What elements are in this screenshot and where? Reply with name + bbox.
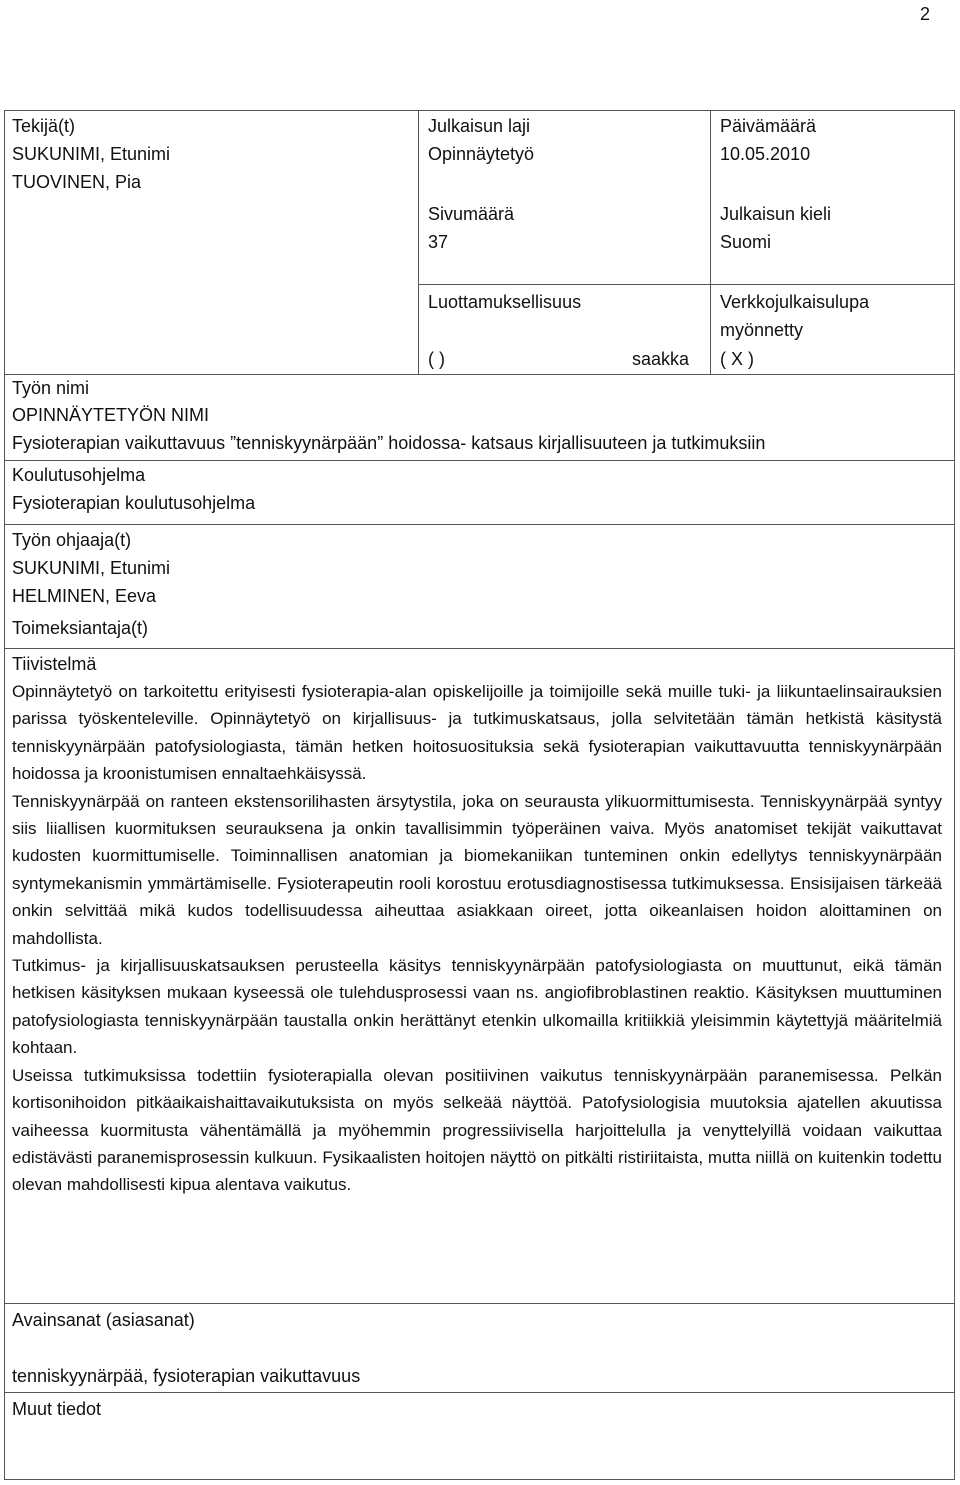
language-label: Julkaisun kieli <box>720 204 832 224</box>
row-divider-header <box>418 284 955 285</box>
abstract-paragraph: Tutkimus- ja kirjallisuuskatsauksen perusteella käsitys tenniskyynärpään patofysiologiasta on muuttunut, eikä tämän hetkisen käsityksen mukaan kyseessä ole tulehdusprosessi vaan ns. angiofibroblastinen reaktio. Käsityksen muuttuminen patofysiologiasta tenniskyynärpään taustalla onkin herättänyt etenkin ulkomailla kritiikkiä yleisimmin käytettyjä määritelmiä kohtaan. <box>12 956 942 1058</box>
commissioner-label: Toimeksiantaja(t) <box>12 618 149 638</box>
confidentiality-checkbox: ( ) <box>428 349 445 369</box>
publication-type-value: Opinnäytetyö <box>428 144 535 164</box>
work-name-value: Fysioterapian vaikuttavuus ”tenniskyynärpään” hoidossa- katsaus kirjallisuuteen ja tutkimuksiin <box>12 433 766 453</box>
column-divider-1 <box>418 110 419 374</box>
keywords-label: Avainsanat (asiasanat) <box>12 1310 195 1330</box>
row-divider-supervisor <box>4 524 955 525</box>
publication-type-label: Julkaisun laji <box>428 116 531 136</box>
web-permission-label-2: myönnetty <box>720 320 804 340</box>
column-divider-2 <box>710 110 711 374</box>
programme-value: Fysioterapian koulutusohjelma <box>12 493 256 513</box>
row-divider-other-info <box>4 1392 955 1393</box>
abstract-text <box>12 678 942 1199</box>
abstract-label: Tiivistelmä <box>12 654 97 674</box>
date-value: 10.05.2010 <box>720 144 811 164</box>
programme-label: Koulutusohjelma <box>12 465 146 485</box>
author-label: Tekijä(t) <box>12 116 76 136</box>
row-divider-abstract <box>4 648 955 649</box>
other-info-label: Muut tiedot <box>12 1399 102 1419</box>
row-divider-keywords <box>4 1303 955 1304</box>
date-label: Päivämäärä <box>720 116 817 136</box>
author-format: SUKUNIMI, Etunimi <box>12 144 171 164</box>
supervisor-value: HELMINEN, Eeva <box>12 586 157 606</box>
page-count-value: 37 <box>428 232 449 252</box>
supervisor-format: SUKUNIMI, Etunimi <box>12 558 171 578</box>
row-divider-work-name <box>4 374 955 375</box>
work-name-caps: OPINNÄYTETYÖN NIMI <box>12 405 210 425</box>
supervisor-label: Työn ohjaaja(t) <box>12 530 132 550</box>
page-number: 2 <box>920 4 931 24</box>
abstract-paragraph: Useissa tutkimuksissa todettiin fysioterapialla olevan positiivinen vaikutus tenniskyynärpään paranemisessa. Pelkän kortisonihoidon pitkäaikaishaittavaikutuksista on myös selkeää näyttöä. Patofysiologisia muutoksia ajatellen akuutissa vaiheessa kuormitusta vähentämällä ja myöhemmin progressiivisella harjoittelulla ja venyttelyillä voidaan vaikuttaa edistävästi paranemisprosessin kulkuun. Fysikaalisten hoitojen näyttö on pitkälti ristiriitaista, mutta niillä on kuitenkin todettu olevan mahdollisesti kipua alentava vaikutus. <box>12 1065 942 1195</box>
confidentiality-label: Luottamuksellisuus <box>428 292 582 312</box>
row-divider-programme <box>4 460 955 461</box>
web-permission-label: Verkkojulkaisulupa <box>720 292 870 312</box>
keywords-value: tenniskyynärpää, fysioterapian vaikuttavuus <box>12 1366 361 1386</box>
abstract-paragraph: Tenniskyynärpää on ranteen ekstensorilihasten ärsytystila, joka on seurausta ylikuormittumisesta. Tenniskyynärpää syntyy siis liiallisen kuormituksen seurauksena ja onkin tavallisimmin työperäinen vaiva. Myös anatomiset tekijät vaikuttavat kudosten kuormittumiselle. Toiminnallisen anatomian ja biomekaniikan tunteminen onkin edellytys tenniskyynärpään syntymekanismin ymmärtämiselle. Fysioterapeutin rooli korostuu erotusdiagnostisessa tutkimuksessa. Ensisijaisen tärkeää onkin selvittää mikä kudos todellisuudessa aiheuttaa asiakkaan oireet, jotta oikeanlaisen hoidon aloittaminen on mahdollista. <box>12 791 942 948</box>
language-value: Suomi <box>720 232 772 252</box>
work-name-label: Työn nimi <box>12 378 90 398</box>
abstract-paragraph: Opinnäytetyö on tarkoitettu erityisesti fysioterapia-alan opiskelijoille ja toimijoille sekä muille tuki- ja liikuntaelinsairauksien parissa työskenteleville. Opinnäytetyö on kirjallisuus- ja tutkimuskatsaus, jolla selvitetään tämän hetkistä käsitystä tenniskyynärpään patofysiologiasta, tämän hetken hoitosuosituksia sekä fysioterapian vaikuttavuutta tenniskyynärpään hoidossa ja kroonistumisen ennaltaehkäisyssä. <box>12 682 942 784</box>
page-count-label: Sivumäärä <box>428 204 515 224</box>
author-value: TUOVINEN, Pia <box>12 172 142 192</box>
web-permission-value: ( X ) <box>720 349 754 369</box>
confidentiality-until: saakka <box>632 349 690 369</box>
